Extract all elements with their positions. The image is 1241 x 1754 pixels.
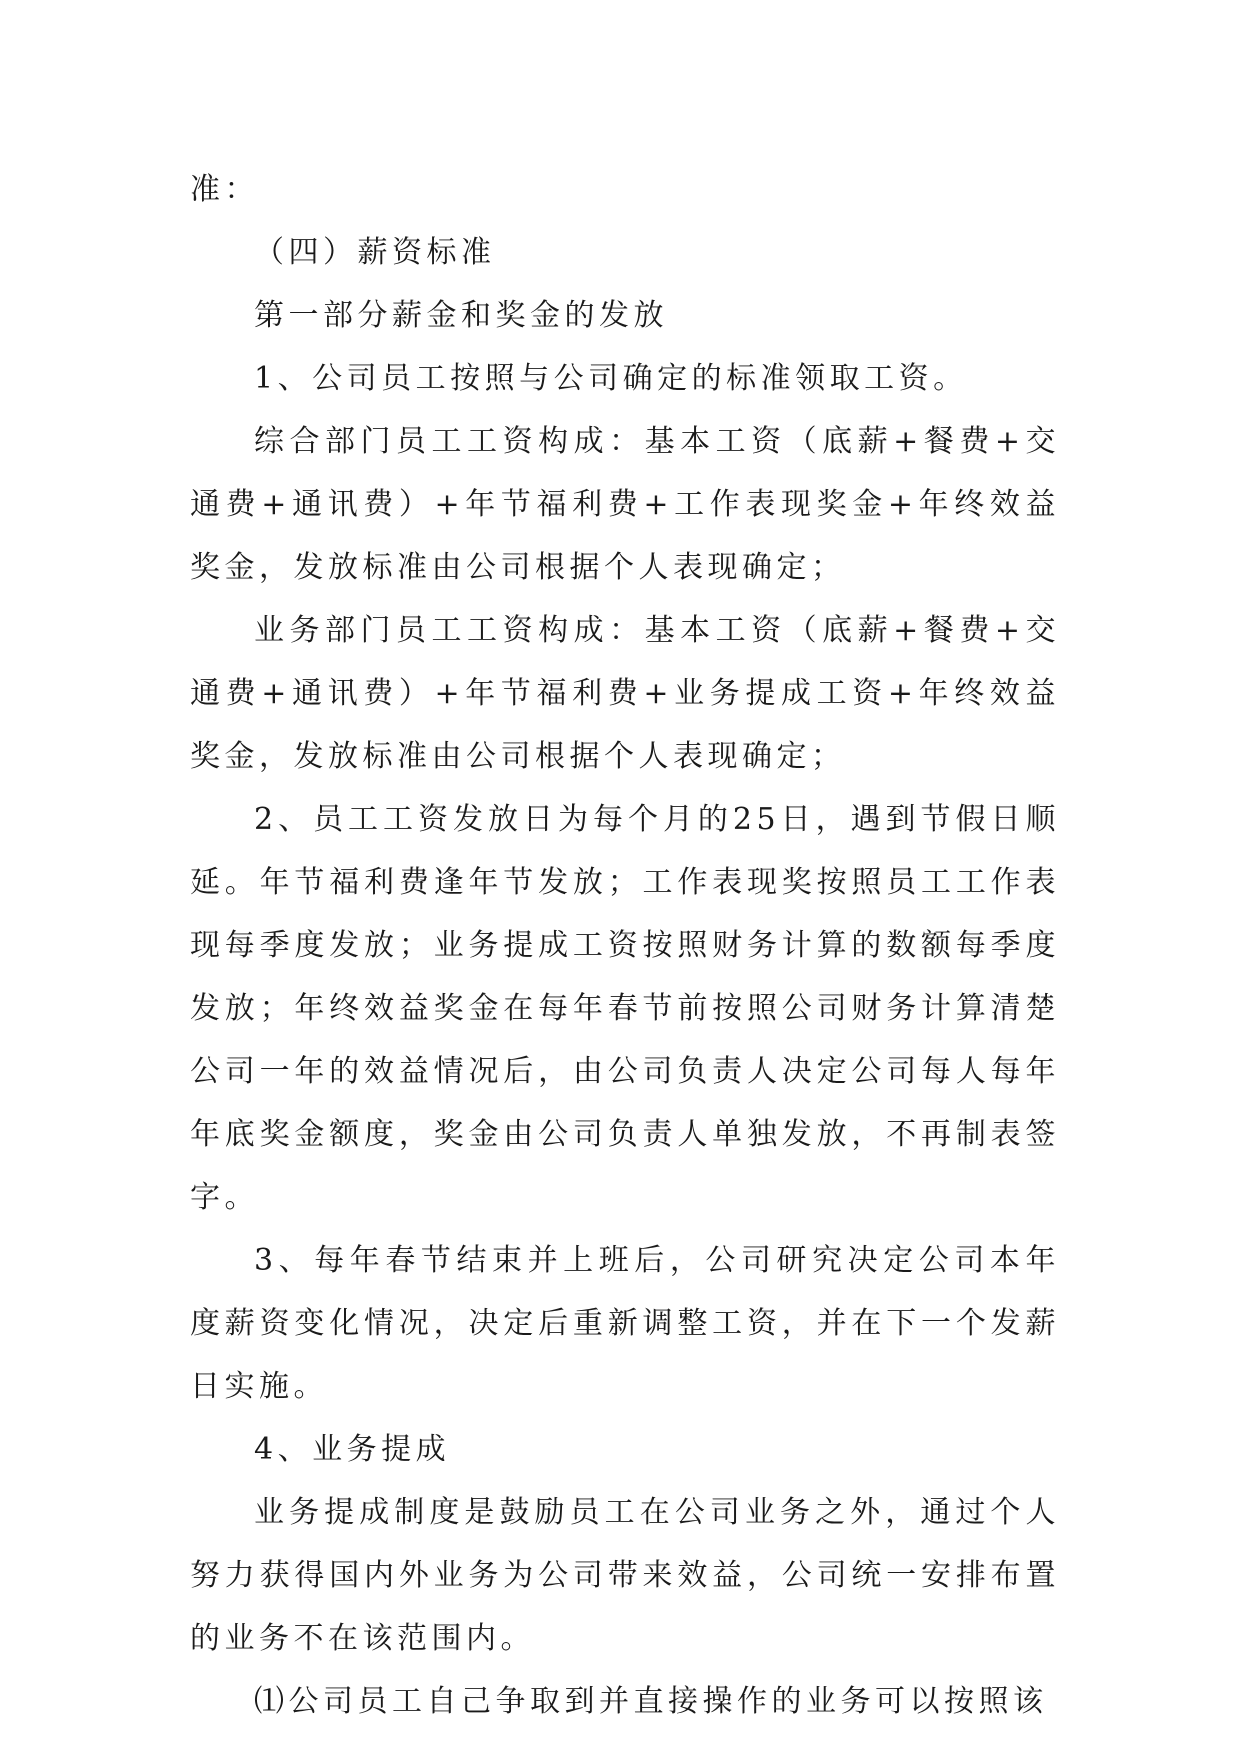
sub-heading: 4、业务提成 xyxy=(254,1432,451,1467)
document-body xyxy=(190,158,1060,1733)
paragraph-fragment: 准： xyxy=(190,172,259,207)
paragraph: 3、每年春节结束并上班后，公司研究决定公司本年度薪资变化情况，决定后重新调整工资，并在下一个发薪日实施。 xyxy=(190,1243,1060,1404)
paragraph: 综合部门员工工资构成：基本工资（底薪+餐费+交通费+通讯费）+年节福利费+工作表现奖金+年终效益奖金，发放标准由公司根据个人表现确定； xyxy=(190,424,1060,585)
paragraph: 2、员工工资发放日为每个月的25日，遇到节假日顺延。年节福利费逢年节发放；工作表现奖按照员工工作表现每季度发放；业务提成工资按照财务计算的数额每季度发放；年终效益奖金在每年春节前按照公司财务计算清楚公司一年的效益情况后，由公司负责人决定公司每人每年年底奖金额度，奖金由公司负责人单独发放，不再制表签字。 xyxy=(190,802,1060,1215)
section-heading: （四）薪资标准 xyxy=(254,235,496,270)
paragraph: 1、公司员工按照与公司确定的标准领取工资。 xyxy=(254,361,968,396)
paragraph: ⑴公司员工自己争取到并直接操作的业务可以按照该 xyxy=(254,1684,1048,1719)
paragraph: 业务提成制度是鼓励员工在公司业务之外，通过个人努力获得国内外业务为公司带来效益，公司统一安排布置的业务不在该范围内。 xyxy=(190,1495,1060,1656)
paragraph: 业务部门员工工资构成：基本工资（底薪+餐费+交通费+通讯费）+年节福利费+业务提成工资+年终效益奖金，发放标准由公司根据个人表现确定； xyxy=(190,613,1060,774)
part-heading: 第一部分薪金和奖金的发放 xyxy=(254,298,668,333)
